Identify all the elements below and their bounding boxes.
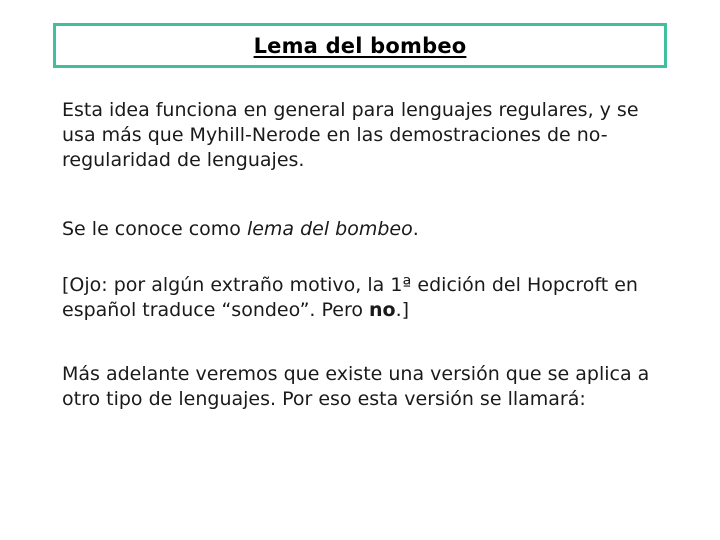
hopcroft-note-prefix: [Ojo: por algún extraño motivo, la 1ª edición del Hopcroft en español traduce “sondeo”. Pero bbox=[62, 274, 638, 321]
no-emphasis: no bbox=[369, 299, 396, 321]
paragraph-later-version: Más adelante veremos que existe una versión que se aplica a otro tipo de lenguajes. Por eso esta versión se llamará: bbox=[62, 363, 650, 410]
paragraph-hopcroft-note bbox=[62, 273, 662, 323]
paragraph-known-as-prefix: Se le conoce como bbox=[62, 218, 247, 240]
slide-title: Lema del bombeo bbox=[253, 34, 467, 58]
paragraph-known-as bbox=[62, 217, 662, 242]
paragraph-regular-languages: Esta idea funciona en general para lenguajes regulares, y se usa más que Myhill-Nerode en las demostraciones de no-regularidad de lenguajes. bbox=[62, 99, 639, 171]
paragraph-known-as-suffix: . bbox=[412, 218, 419, 240]
title-box bbox=[53, 23, 667, 68]
hopcroft-note-suffix: .] bbox=[395, 299, 410, 321]
lema-del-bombeo-emphasis: lema del bombeo bbox=[246, 218, 413, 240]
